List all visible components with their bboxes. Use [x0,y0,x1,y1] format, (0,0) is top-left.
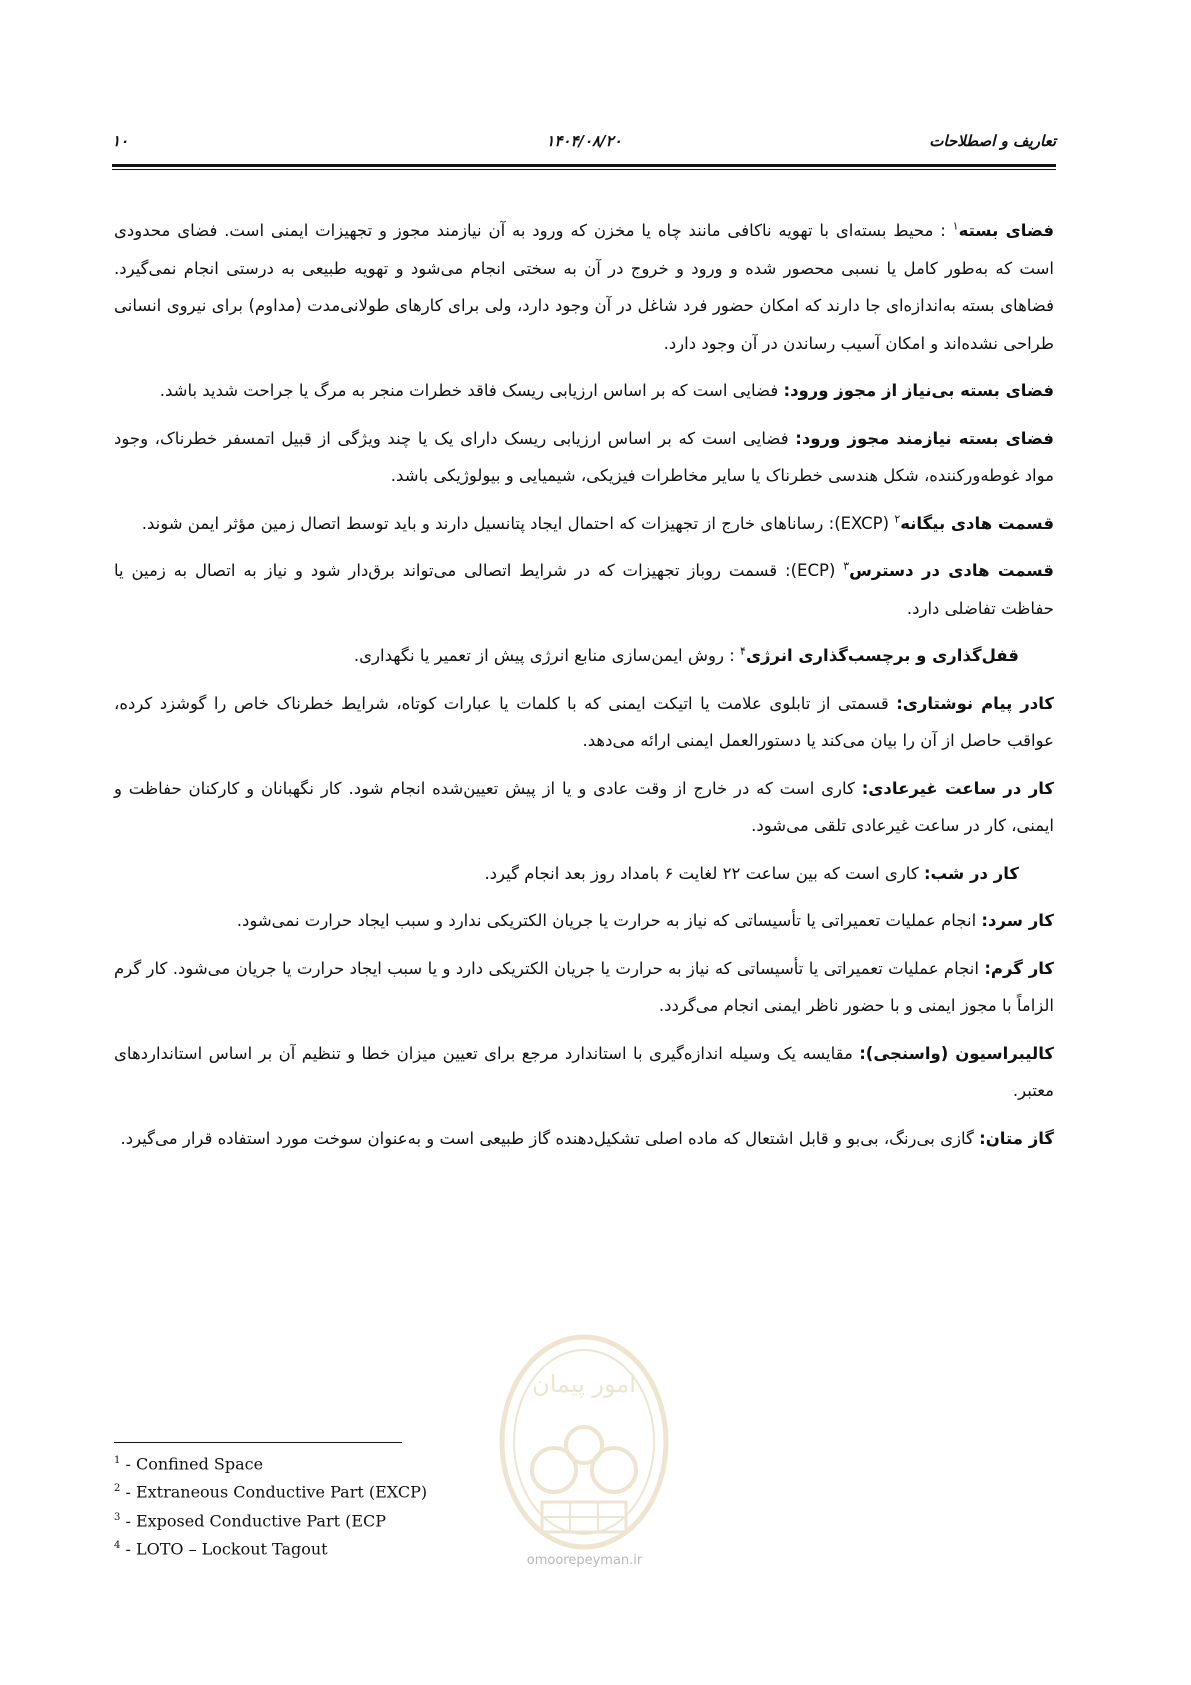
definition-term: کار در شب: [923,863,1019,883]
definition-paragraph [114,637,1054,675]
footnote-text: - LOTO – Lockout Tagout [120,1539,328,1559]
definition-paragraph [114,950,1054,1025]
footnote-separator [114,1442,402,1443]
definition-paragraph [114,372,1054,410]
definition-text: : روش ایمن‌سازی منابع انرژی پیش از تعمیر یا نگهداری. [353,646,741,665]
definition-paragraph [114,770,1054,845]
definition-paragraph [114,855,1054,893]
footnote [114,1476,614,1504]
definition-paragraph [114,1120,1054,1158]
definition-paragraph [114,212,1054,362]
footnote-number: 2 [114,1483,121,1495]
footnote [114,1448,614,1476]
definition-text: فضایی است که بر اساس ارزیابی ریسک دارای یک یا چند ویژگی از قبیل اتمسفر خطرناک، وجود مواد غوطه‌ورکننده، شکل هندسی خطرناک یا سایر مخاطرات فیزیکی، شیمیایی و بیولوژیکی باشد. [114,428,1054,485]
definition-term: قفل‌گذاری و برچسب‌گذاری انرژی [745,646,1019,665]
footnote-number: 4 [114,1539,121,1551]
footnote-ref[interactable]: ۱ [952,219,959,233]
definition-term: فضای بسته [958,221,1054,240]
definition-paragraph [114,505,1054,543]
footnote-ref[interactable]: ۴ [740,644,746,658]
footnote-number: 1 [114,1455,121,1466]
definition-text: کاری است که در خارج از وقت عادی و یا از پیش تعیین‌شده انجام شود. کار نگهبانان و کارکنان حفاظت و ایمنی، کار در ساعت غیرعادی تلقی می‌شود. [114,778,1054,835]
footnote [114,1505,614,1533]
definition-paragraph [114,420,1054,495]
footnote [114,1533,614,1561]
watermark-url: omoorepeyman.ir [526,1553,643,1568]
definition-text: فضایی است که بر اساس ارزیابی ریسک فاقد خطرات منجر به مرگ یا جراحت شدید باشد. [159,381,784,400]
footnote-text: - Confined Space [120,1454,264,1474]
definition-term: قسمت هادی در دسترس [849,561,1054,580]
definition-text: گازی بی‌رنگ، بی‌بو و قابل اشتعال که ماده اصلی تشکیل‌دهنده گاز طبیعی است و به‌عنوان سوخت مورد استفاده قرار می‌گیرد. [120,1128,980,1148]
definition-text: : محیط بسته‌ای با تهویه ناکافی مانند چاه یا مخزن که ورود به آن نیازمند مجوز و تجهیزات ایمنی است. فضای محدودی است که به‌طور کامل یا نسبی محصور شده و ورود و خروج در آن به سختی انجام می‌شود و تهویه طبیعی به درستی انجام نمی‌گیرد. فضاهای بسته به‌اندازه‌ای جا دارند که امکان حضور فرد شاغل در آن وجود دارد، ولی برای کارهای طولانی‌مدت (مداوم) برای نیروی انسانی طراحی نشده‌اند و امکان آسیب رساندن در آن وجود دارد. [114,221,1054,353]
definition-term: قسمت هادی بیگانه [900,513,1054,533]
definition-text: (ECP): قسمت روباز تجهیزات که در شرایط اتصالی می‌تواند برق‌دار شود و نیاز به اتصال به زمین یا حفاظت تفاضلی دارد. [114,561,1054,618]
footnote-text: - Exposed Conductive Part (ECP [120,1510,387,1530]
definition-paragraph [114,902,1054,940]
definition-term: کار گرم: [984,958,1054,978]
footnote-ref[interactable]: ۳ [843,559,850,573]
footnotes [114,1448,614,1561]
definition-paragraph [114,1035,1054,1110]
header-rule-thick [112,164,1056,167]
footnote-ref[interactable]: ۲ [894,512,901,525]
definitions-body [114,212,1054,1167]
definition-text: انجام عملیات تعمیراتی یا تأسیساتی که نیاز به حرارت یا جریان الکتریکی ندارد و سبب ایجاد حرارت نمی‌شود. [236,911,982,930]
definition-text: انجام عملیات تعمیراتی یا تأسیساتی که نیاز به حرارت یا جریان الکتریکی دارد و یا سبب ایجاد حرارت یا جریان می‌شود. کار گرم الزاماً با مجوز ایمنی و با حضور ناظر ایمنی انجام می‌گردد. [114,958,1054,1015]
footnote-number: 3 [114,1511,121,1523]
definition-term: کادر پیام نوشتاری: [896,693,1054,713]
watermark-logo-text: امور پیمان [532,1370,636,1398]
definition-text: کاری است که بین ساعت ۲۲ لغایت ۶ بامداد روز بعد انجام گیرد. [484,863,924,883]
page-number: ۱۰ [112,132,129,150]
definition-text: (EXCP): رساناهای خارج از تجهیزات که احتمال ایجاد پتانسیل دارند و باید توسط اتصال زمین مؤثر ایمن شوند. [141,513,895,533]
header-title: تعاریف و اصطلاحات [929,132,1056,150]
header-date: ۱۴۰۴/۰۸/۲۰ [546,132,622,150]
definition-term: فضای بسته بی‌نیاز از مجوز ورود: [783,381,1054,400]
page-header [112,132,1056,156]
definition-term: گاز متان: [979,1128,1054,1148]
footnote-text: - Extraneous Conductive Part (EXCP) [120,1482,428,1502]
definition-text: قسمتی از تابلوی علامت یا اتیکت ایمنی که با کلمات یا عبارات کوتاه، شرایط خطرناک خاص را گوشزد کرده، عواقب حاصل از آن را بیان می‌کند یا دستورالعمل ایمنی ارائه می‌دهد. [114,693,1054,750]
header-rule-thin [112,169,1056,170]
definition-term: کار در ساعت غیرعادی: [861,778,1054,798]
definition-paragraph [114,685,1054,760]
definition-term: کالیبراسیون (واسنجی): [859,1043,1054,1063]
definition-paragraph [114,552,1054,627]
definition-term: کار سرد: [981,911,1054,930]
definition-term: فضای بسته نیازمند مجوز ورود: [795,428,1054,448]
definition-text: مقایسه یک وسیله اندازه‌گیری با استاندارد مرجع برای تعیین میزان خطا و تنظیم آن بر اساس استانداردهای معتبر. [114,1043,1054,1100]
